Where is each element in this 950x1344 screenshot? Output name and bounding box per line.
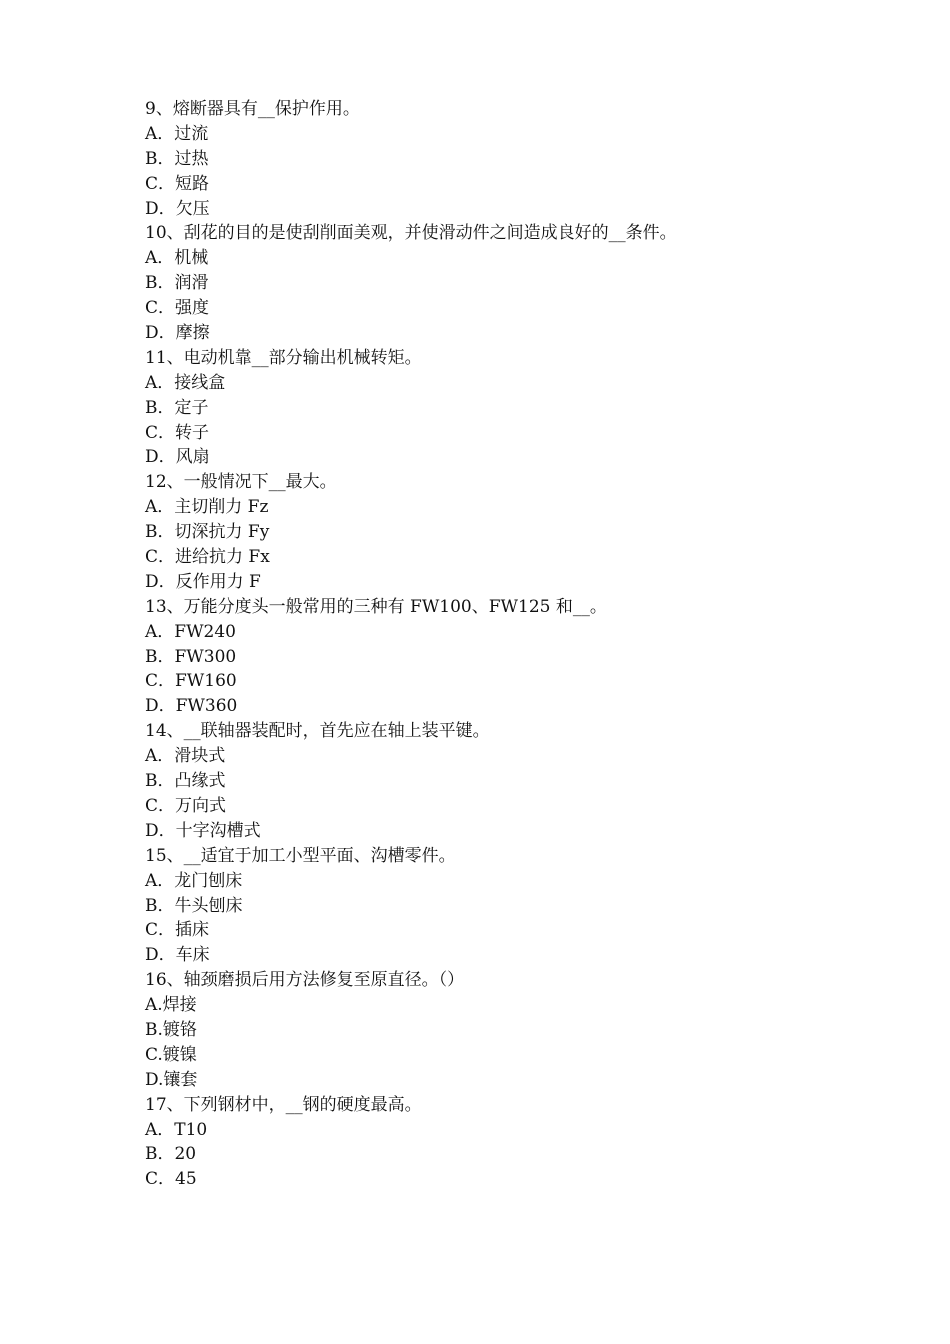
question-13-option-a: A．FW240 (145, 621, 236, 642)
question-16-option-c: C.镀镍 (145, 1044, 197, 1065)
question-17-option-a: A．T10 (145, 1119, 208, 1140)
question-9-option-d: D．欠压 (145, 198, 210, 219)
question-13-option-b: B．FW300 (145, 646, 237, 667)
question-13-option-d: D．FW360 (145, 696, 238, 717)
question-16-option-d: D.镶套 (145, 1069, 198, 1090)
question-10: 10、刮花的目的是使刮削面美观，并使滑动件之间造成良好的__条件。 (145, 223, 677, 244)
question-9: 9、熔断器具有__保护作用。 (145, 99, 360, 119)
question-12-option-c: C．进给抗力 Fx (145, 547, 270, 568)
question-15-option-d: D．车床 (145, 945, 210, 966)
question-15: 15、__适宜于加工小型平面、沟槽零件。 (145, 845, 456, 866)
question-13: 13、万能分度头一般常用的三种有 FW100、FW125 和__。 (145, 596, 607, 617)
question-16-option-b: B.镀铬 (145, 1019, 197, 1040)
question-10-option-d: D．摩擦 (145, 323, 210, 344)
question-11-option-d: D．风扇 (145, 447, 210, 468)
question-15-option-a: A．龙门刨床 (145, 870, 243, 891)
question-11: 11、电动机靠__部分输出机械转矩。 (145, 347, 422, 368)
question-11-option-a: A．接线盒 (145, 372, 226, 393)
question-14-option-a: A．滑块式 (145, 746, 226, 767)
question-16: 16、轴颈磨损后用方法修复至原直径。（） (145, 970, 465, 991)
document-page (145, 97, 885, 1192)
question-9-option-b: B．过热 (145, 148, 209, 169)
question-10-option-a: A．机械 (145, 248, 209, 269)
question-12-option-b: B．切深抗力 Fy (145, 522, 270, 543)
question-15-option-c: C．插床 (145, 920, 210, 941)
question-11-option-b: B．定子 (145, 397, 209, 418)
question-16-option-a: A.焊接 (145, 995, 197, 1016)
question-10-option-c: C．强度 (145, 298, 210, 319)
question-14-option-d: D．十字沟槽式 (145, 820, 261, 841)
question-15-option-b: B．牛头刨床 (145, 895, 243, 916)
question-14-option-c: C．万向式 (145, 795, 227, 816)
question-12-option-d: D．反作用力 F (145, 571, 261, 592)
question-17: 17、下列钢材中，__钢的硬度最高。 (145, 1094, 422, 1115)
question-10-option-b: B．润滑 (145, 273, 209, 294)
question-12-option-a: A．主切削力 Fz (145, 497, 269, 518)
question-9-option-a: A．过流 (145, 123, 209, 144)
question-17-option-c: C．45 (145, 1169, 197, 1190)
question-14-option-b: B．凸缘式 (145, 771, 226, 792)
question-14: 14、__联轴器装配时，首先应在轴上装平键。 (145, 721, 490, 742)
question-9-option-c: C．短路 (145, 173, 210, 194)
question-17-option-b: B．20 (145, 1144, 197, 1165)
question-12: 12、一般情况下__最大。 (145, 472, 337, 493)
question-13-option-c: C．FW160 (145, 671, 237, 692)
question-11-option-c: C．转子 (145, 422, 210, 443)
